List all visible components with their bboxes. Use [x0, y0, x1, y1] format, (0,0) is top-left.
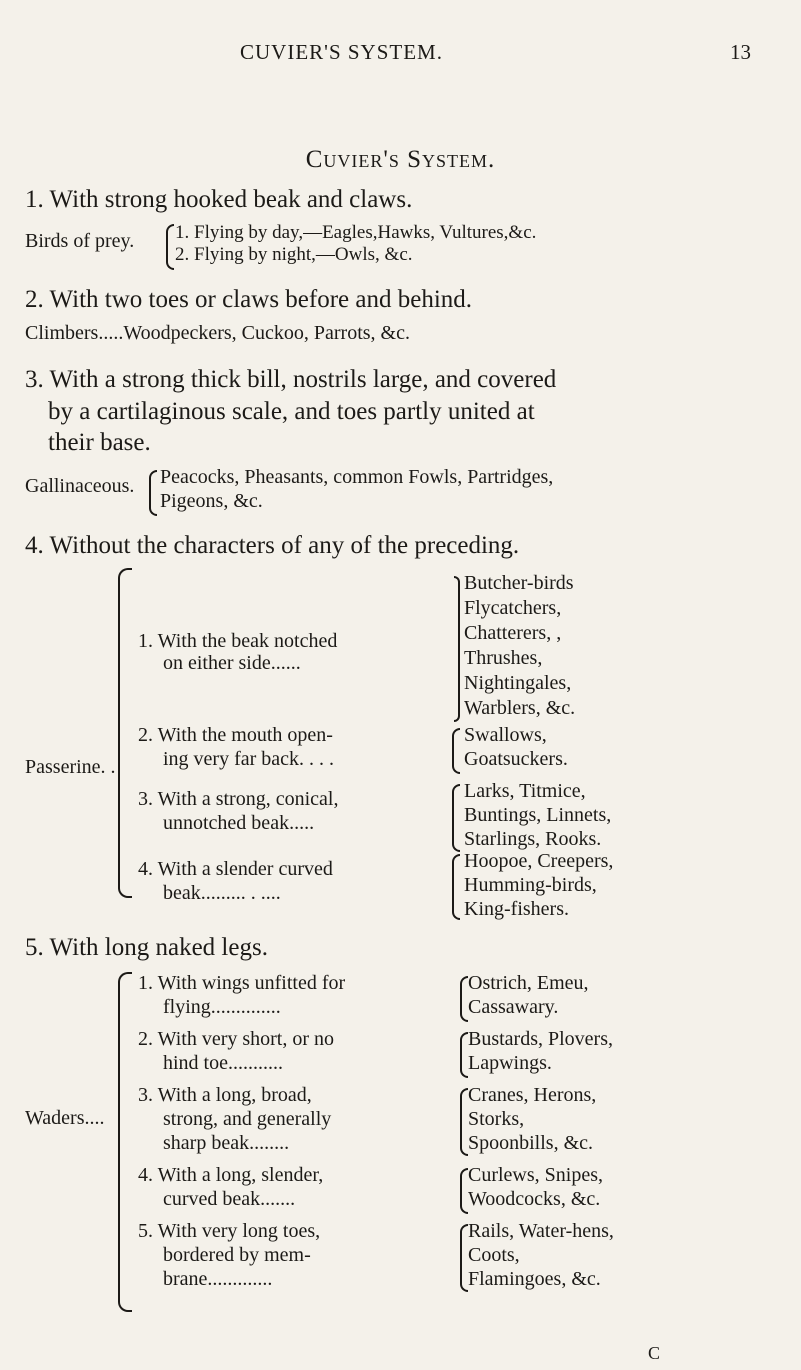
wader-3-bird-2: Storks, — [468, 1108, 525, 1130]
passerine-1-bird-3: Chatterers, , — [464, 622, 562, 644]
passerine-4-desc-line-2: beak......... . .... — [163, 882, 281, 904]
passerine-4-brace — [452, 854, 460, 920]
passerine-1-bird-2: Flycatchers, — [464, 597, 562, 619]
wader-2-brace — [460, 1032, 468, 1078]
wader-4-bird-1: Curlews, Snipes, — [468, 1164, 603, 1186]
passerine-1-brace — [454, 576, 460, 722]
passerine-2-desc-line-1: 2. With the mouth open- — [138, 724, 333, 746]
wader-2-bird-2: Lapwings. — [468, 1052, 552, 1074]
section-5-heading: 5. With long naked legs. — [25, 934, 268, 961]
passerine-3-brace — [452, 784, 460, 852]
wader-4-desc-line-1: 4. With a long, slender, — [138, 1164, 324, 1186]
passerine-4-bird-3: King-fishers. — [464, 898, 569, 920]
wader-3-brace — [460, 1088, 468, 1156]
passerine-4-bird-1: Hoopoe, Creepers, — [464, 850, 614, 872]
passerine-1-bird-1: Butcher-birds — [464, 572, 574, 594]
wader-1-brace — [460, 976, 468, 1022]
running-title: CUVIER'S SYSTEM. — [240, 40, 443, 64]
section-1-heading: 1. With strong hooked beak and claws. — [25, 186, 413, 213]
wader-1-desc-line-2: flying.............. — [163, 996, 281, 1018]
passerine-3-desc-line-1: 3. With a strong, conical, — [138, 788, 339, 810]
wader-3-desc-line-2: strong, and generally — [163, 1108, 332, 1130]
wader-5-bird-1: Rails, Water-hens, — [468, 1220, 614, 1242]
waders-label: Waders.... — [25, 1107, 105, 1129]
section-1-group: Birds of prey. — [25, 230, 135, 252]
waders-brace — [118, 972, 132, 1312]
wader-1-desc-line-1: 1. With wings unfitted for — [138, 972, 346, 994]
wader-2-desc-line-2: hind toe........... — [163, 1052, 283, 1074]
section-3-heading-line-3: their base. — [48, 429, 151, 456]
passerine-label: Passerine. . — [25, 756, 116, 778]
passerine-1-bird-6: Warblers, &c. — [464, 697, 576, 719]
wader-3-desc-line-3: sharp beak........ — [163, 1132, 290, 1154]
page-number: 13 — [730, 40, 751, 64]
wader-5-desc-line-2: bordered by mem- — [163, 1244, 311, 1266]
section-3-line-2: Pigeons, &c. — [160, 490, 263, 512]
passerine-2-brace — [452, 728, 460, 774]
passerine-4-bird-2: Humming-birds, — [464, 874, 597, 896]
section-3-brace — [149, 470, 157, 516]
passerine-3-bird-2: Buntings, Linnets, — [464, 804, 612, 826]
wader-3-bird-1: Cranes, Herons, — [468, 1084, 597, 1106]
passerine-1-desc-line-1: 1. With the beak notched — [138, 630, 338, 652]
wader-2-bird-1: Bustards, Plovers, — [468, 1028, 613, 1050]
section-2-group-line: Climbers.....Woodpeckers, Cuckoo, Parrots, &c. — [25, 322, 410, 344]
wader-5-desc-line-1: 5. With very long toes, — [138, 1220, 321, 1242]
passerine-1-desc-line-2: on either side...... — [163, 652, 301, 674]
section-1-line-1: 1. Flying by day,—Eagles,Hawks, Vultures,&c. — [175, 222, 537, 243]
running-header — [0, 40, 801, 70]
passerine-brace — [118, 568, 132, 898]
passerine-4-desc-line-1: 4. With a slender curved — [138, 858, 333, 880]
passerine-3-desc-line-2: unnotched beak..... — [163, 812, 315, 834]
section-2-heading: 2. With two toes or claws before and behind. — [25, 286, 473, 313]
wader-1-bird-2: Cassawary. — [468, 996, 559, 1018]
wader-4-brace — [460, 1168, 468, 1214]
passerine-2-desc-line-2: ing very far back. . . . — [163, 748, 335, 770]
wader-3-bird-3: Spoonbills, &c. — [468, 1132, 594, 1154]
passerine-2-bird-2: Goatsuckers. — [464, 748, 568, 770]
passerine-1-bird-4: Thrushes, — [464, 647, 543, 669]
passerine-3-bird-1: Larks, Titmice, — [464, 780, 586, 802]
wader-5-desc-line-3: brane............. — [163, 1268, 273, 1290]
chapter-title: Cuvier's System. — [305, 146, 496, 173]
section-3-heading-line-2: by a cartilaginous scale, and toes partly united at — [48, 398, 535, 425]
wader-2-desc-line-1: 2. With very short, or no — [138, 1028, 335, 1050]
wader-5-brace — [460, 1224, 468, 1292]
passerine-1-bird-5: Nightingales, — [464, 672, 572, 694]
section-3-line-1: Peacocks, Pheasants, common Fowls, Partridges, — [160, 466, 554, 488]
section-3-heading-line-1: 3. With a strong thick bill, nostrils large, and covered — [25, 366, 557, 393]
wader-5-bird-2: Coots, — [468, 1244, 520, 1266]
wader-5-bird-3: Flamingoes, &c. — [468, 1268, 601, 1290]
section-1-line-2: 2. Flying by night,—Owls, &c. — [175, 244, 413, 265]
wader-1-bird-1: Ostrich, Emeu, — [468, 972, 589, 994]
wader-4-desc-line-2: curved beak....... — [163, 1188, 296, 1210]
section-1-brace — [166, 224, 174, 270]
passerine-2-bird-1: Swallows, — [464, 724, 547, 746]
wader-4-bird-2: Woodcocks, &c. — [468, 1188, 601, 1210]
section-4-heading: 4. Without the characters of any of the preceding. — [25, 532, 520, 559]
signature-mark: C — [648, 1343, 661, 1363]
section-3-group: Gallinaceous. — [25, 475, 135, 497]
passerine-3-bird-3: Starlings, Rooks. — [464, 828, 602, 850]
wader-3-desc-line-1: 3. With a long, broad, — [138, 1084, 312, 1106]
